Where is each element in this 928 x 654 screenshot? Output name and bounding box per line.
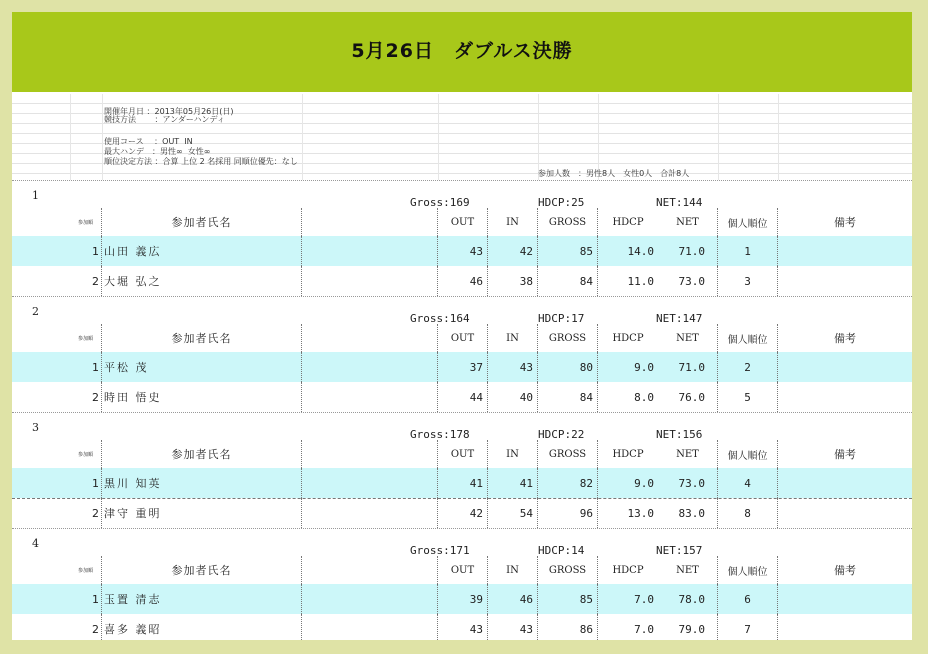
player-blank (302, 236, 438, 266)
header-in: IN (488, 556, 538, 584)
player-hdcp: 9.0 (634, 476, 654, 490)
player-name: 玉置 清志 (102, 584, 302, 614)
page-frame (12, 12, 912, 640)
header-note: 備考 (834, 332, 856, 345)
player-name: 喜多 義昭 (102, 614, 302, 640)
player-net: 71.0 (658, 352, 718, 382)
header-in: IN (488, 324, 538, 352)
header-name: 参加者氏名 (102, 324, 302, 352)
player-spacer (12, 584, 70, 614)
player-spacer (12, 468, 70, 498)
player-personal-rank: 4 (718, 468, 778, 498)
player-blank (302, 382, 438, 412)
team-hdcp: HDCP:25 (538, 195, 585, 209)
player-blank (302, 614, 438, 640)
player-in: 41 (488, 468, 538, 498)
player-order: 1 (70, 236, 102, 266)
player-row (12, 468, 912, 499)
player-name: 平松 茂 (102, 352, 302, 382)
player-net: 76.0 (658, 382, 718, 412)
player-note (778, 584, 912, 614)
team-row (12, 528, 912, 558)
team-number: 2 (32, 304, 39, 318)
player-in: 42 (488, 236, 538, 266)
player-note (778, 468, 912, 498)
player-personal-rank: 6 (718, 584, 778, 614)
team-hdcp: HDCP:14 (538, 543, 585, 557)
header-net: NET (658, 324, 718, 352)
player-spacer (12, 498, 70, 528)
player-spacer (12, 352, 70, 382)
player-gross: 86 (538, 614, 598, 640)
page-break-rule (12, 498, 912, 499)
player-note (778, 614, 912, 640)
player-spacer (12, 236, 70, 266)
player-name: 時田 悟史 (102, 382, 302, 412)
player-gross: 80 (538, 352, 598, 382)
player-net: 73.0 (658, 266, 718, 296)
header-in: IN (488, 208, 538, 236)
player-out: 42 (438, 498, 488, 528)
player-hdcp: 7.0 (634, 592, 654, 606)
player-order: 2 (70, 614, 102, 640)
player-blank (302, 352, 438, 382)
player-order: 2 (70, 498, 102, 528)
player-hdcp: 14.0 (627, 244, 654, 258)
player-net: 71.0 (658, 236, 718, 266)
header-note: 備考 (834, 448, 856, 461)
player-net: 78.0 (658, 584, 718, 614)
team-net: NET:157 (656, 543, 703, 557)
player-hdcp: 8.0 (634, 390, 654, 404)
player-row (12, 498, 912, 529)
meta-ranking: 順位決定方法 ：合算 上位 2 名採用 同順位優先：なし (104, 157, 298, 166)
header-spacer (12, 556, 70, 584)
player-row (12, 584, 912, 615)
header-spacer (12, 440, 70, 468)
team-number: 4 (32, 536, 39, 550)
player-name: 黒川 知英 (102, 468, 302, 498)
player-blank (302, 498, 438, 528)
player-blank (302, 584, 438, 614)
header-blank (302, 556, 438, 584)
header-note: 備考 (834, 216, 856, 229)
player-row (12, 614, 912, 640)
player-out: 37 (438, 352, 488, 382)
team-net: NET:144 (656, 195, 703, 209)
player-note (778, 266, 912, 296)
meta-method: 競技方法 ：アンダーハンディ (104, 115, 225, 124)
column-header-row (12, 324, 912, 353)
team-net: NET:156 (656, 427, 703, 441)
header-gross: GROSS (538, 208, 598, 236)
player-order: 2 (70, 382, 102, 412)
participant-count: 参加人数 ：男性8人 女性0人 合計8人 (538, 169, 690, 178)
team-gross: Gross:171 (410, 543, 470, 557)
header-net: NET (658, 556, 718, 584)
header-net: NET (658, 208, 718, 236)
header-out: OUT (438, 324, 488, 352)
team-hdcp: HDCP:17 (538, 311, 585, 325)
player-in: 46 (488, 584, 538, 614)
player-in: 40 (488, 382, 538, 412)
player-in: 54 (488, 498, 538, 528)
player-note (778, 352, 912, 382)
column-header-row (12, 440, 912, 469)
player-in: 43 (488, 352, 538, 382)
header-gross: GROSS (538, 440, 598, 468)
team-row (12, 412, 912, 442)
team-gross: Gross:164 (410, 311, 470, 325)
player-name: 津守 重明 (102, 498, 302, 528)
player-order: 1 (70, 352, 102, 382)
player-gross: 96 (538, 498, 598, 528)
player-hdcp: 7.0 (634, 622, 654, 636)
player-in: 43 (488, 614, 538, 640)
team-row (12, 180, 912, 210)
player-out: 43 (438, 236, 488, 266)
player-hdcp: 13.0 (627, 506, 654, 520)
player-blank (302, 468, 438, 498)
header-out: OUT (438, 208, 488, 236)
player-order: 2 (70, 266, 102, 296)
player-personal-rank: 5 (718, 382, 778, 412)
player-gross: 84 (538, 382, 598, 412)
player-note (778, 382, 912, 412)
player-spacer (12, 382, 70, 412)
column-header-row (12, 556, 912, 585)
player-order: 1 (70, 468, 102, 498)
team-gross: Gross:178 (410, 427, 470, 441)
player-in: 38 (488, 266, 538, 296)
header-order: 参加順 (70, 324, 102, 352)
header-hdcp: HDCP (612, 216, 644, 228)
player-name: 大堀 弘之 (102, 266, 302, 296)
team-gross: Gross:169 (410, 195, 470, 209)
header-hdcp: HDCP (612, 332, 644, 344)
header-order: 参加順 (70, 440, 102, 468)
player-net: 73.0 (658, 468, 718, 498)
player-spacer (12, 614, 70, 640)
player-row (12, 266, 912, 297)
player-note (778, 498, 912, 528)
team-net: NET:147 (656, 311, 703, 325)
player-gross: 84 (538, 266, 598, 296)
player-blank (302, 266, 438, 296)
header-name: 参加者氏名 (102, 208, 302, 236)
meta-course: 使用コース ：OUT IN (104, 137, 193, 146)
page-title: 5月26日 ダブルス決勝 (351, 40, 573, 62)
meta-max-handicap: 最大ハンデ ：男性∞ 女性∞ (104, 147, 211, 156)
player-net: 79.0 (658, 614, 718, 640)
header-blank (302, 324, 438, 352)
header-name: 参加者氏名 (102, 556, 302, 584)
header-name: 参加者氏名 (102, 440, 302, 468)
player-hdcp: 11.0 (627, 274, 654, 288)
player-personal-rank: 2 (718, 352, 778, 382)
player-out: 43 (438, 614, 488, 640)
player-row (12, 352, 912, 383)
team-row (12, 296, 912, 326)
column-header-row (12, 208, 912, 237)
header-gross: GROSS (538, 556, 598, 584)
title-banner (12, 12, 912, 92)
player-order: 1 (70, 584, 102, 614)
player-hdcp: 9.0 (634, 360, 654, 374)
player-personal-rank: 1 (718, 236, 778, 266)
player-personal-rank: 8 (718, 498, 778, 528)
player-out: 44 (438, 382, 488, 412)
player-name: 山田 義広 (102, 236, 302, 266)
header-net: NET (658, 440, 718, 468)
header-in: IN (488, 440, 538, 468)
player-row (12, 382, 912, 413)
player-personal-rank: 3 (718, 266, 778, 296)
player-gross: 82 (538, 468, 598, 498)
header-hdcp: HDCP (612, 564, 644, 576)
player-out: 39 (438, 584, 488, 614)
player-gross: 85 (538, 236, 598, 266)
player-row (12, 236, 912, 267)
player-note (778, 236, 912, 266)
player-out: 46 (438, 266, 488, 296)
header-blank (302, 208, 438, 236)
header-out: OUT (438, 556, 488, 584)
team-number: 3 (32, 420, 39, 434)
header-personal-rank: 個人順位 (718, 440, 778, 468)
meta-date: 開催年月日 ：2013年05月26日(日) (104, 107, 234, 116)
team-hdcp: HDCP:22 (538, 427, 585, 441)
player-spacer (12, 266, 70, 296)
header-personal-rank: 個人順位 (718, 324, 778, 352)
header-hdcp: HDCP (612, 448, 644, 460)
team-number: 1 (32, 188, 39, 202)
player-net: 83.0 (658, 498, 718, 528)
results-sheet (12, 94, 912, 640)
header-order: 参加順 (70, 556, 102, 584)
header-personal-rank: 個人順位 (718, 556, 778, 584)
header-blank (302, 440, 438, 468)
header-out: OUT (438, 440, 488, 468)
header-spacer (12, 324, 70, 352)
header-note: 備考 (834, 564, 856, 577)
header-personal-rank: 個人順位 (718, 208, 778, 236)
player-out: 41 (438, 468, 488, 498)
player-gross: 85 (538, 584, 598, 614)
player-personal-rank: 7 (718, 614, 778, 640)
header-gross: GROSS (538, 324, 598, 352)
header-order: 参加順 (70, 208, 102, 236)
header-spacer (12, 208, 70, 236)
